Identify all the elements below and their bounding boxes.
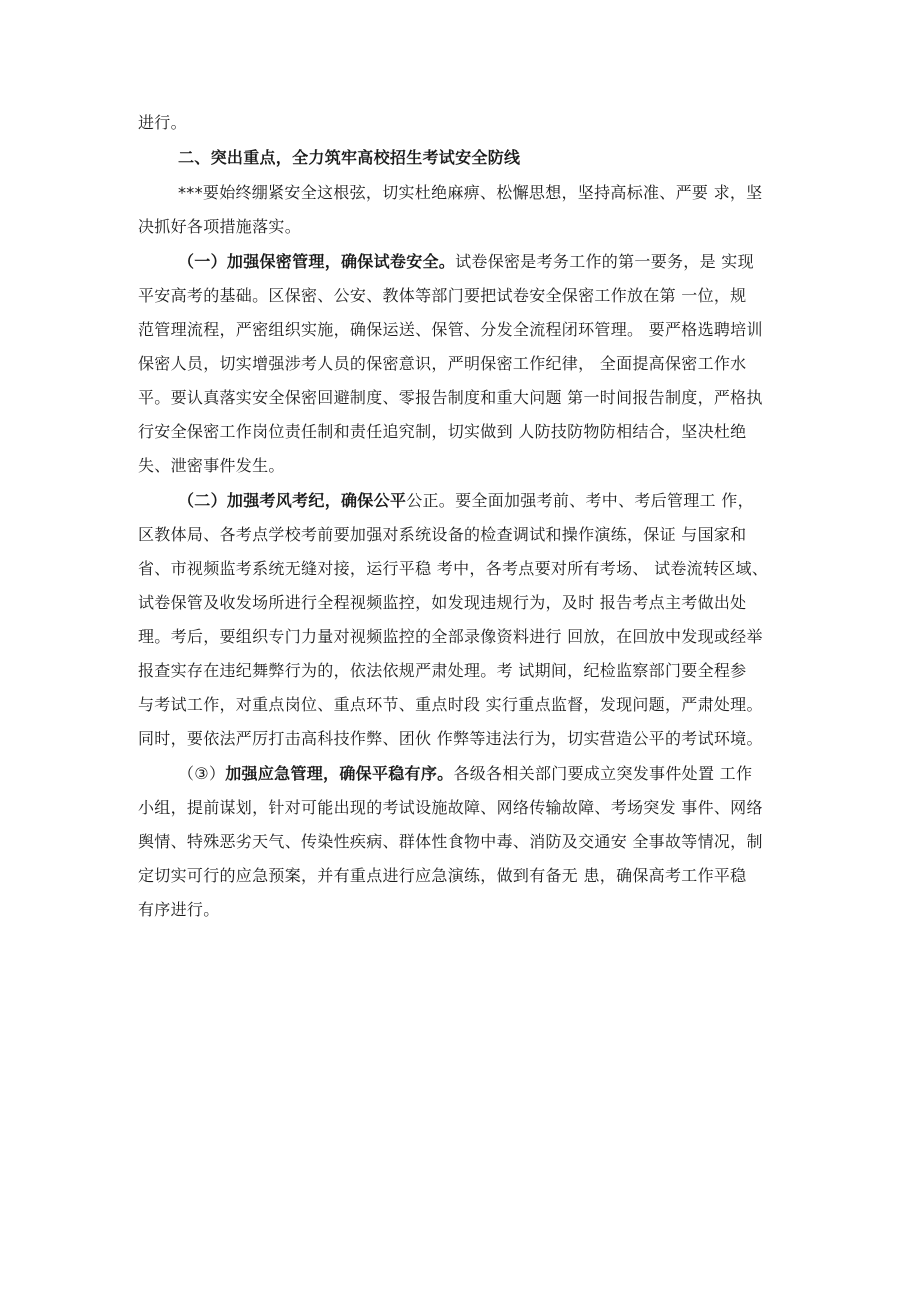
p2-first-rest: 公正。要全面加强考前、考中、考后管理工 作， <box>406 491 754 510</box>
intro-line-2: 决抓好各项措施落实。 <box>138 217 302 236</box>
p1-line: 保密人员，切实增强涉考人员的保密意识，严明保密工作纪律， 全面提高保密工作水 <box>138 354 747 373</box>
p3-first-line <box>138 763 798 785</box>
p1-title: （一）加强保密管理，确保试卷安全。 <box>178 252 456 271</box>
intro-line-1: ***要始终绷紧安全这根弦，切实杜绝麻痹、松懈思想，坚持高标准、严要 求，坚 <box>178 183 763 202</box>
p2-title: （二）加强考风考纪，确保公平 <box>178 491 407 510</box>
p2-line: 省、市视频监考系统无缝对接，运行平稳 考中，各考点要对所有考场、 试卷流转区域、 <box>138 559 769 578</box>
p2-line: 同时，要依法严厉打击高科技作弊、团伙 作弊等违法行为，切实营造公平的考试环境。 <box>138 729 763 748</box>
p3-title-prefix: （③） <box>178 764 226 783</box>
p1-line: 范管理流程，严密组织实施，确保运送、保管、分发全流程闭环管理。 要严格选聘培训 <box>138 320 763 339</box>
p1-line: 平安高考的基础。区保密、公安、教体等部门要把试卷安全保密工作放在第 一位，规 <box>138 286 747 305</box>
p2-line: 试卷保管及收发场所进行全程视频监控，如发现违规行为，及时 报告考点主考做出处 <box>138 593 747 612</box>
p2-first-line <box>138 490 798 512</box>
p2-line: 报查实存在违纪舞弊行为的，依法依规严肃处理。考 试期间，纪检监察部门要全程参 <box>138 661 747 680</box>
p1-line: 失、泄密事件发生。 <box>138 456 285 475</box>
p1-line: 行安全保密工作岗位责任制和责任追究制，切实做到 人防技防物防相结合，坚决杜绝 <box>138 422 747 441</box>
document-page <box>138 112 798 921</box>
p3-line: 舆情、特殊恶劣天气、传染性疾病、群体性食物中毒、消防及交通安 全事故等情况，制 <box>138 832 763 851</box>
p3-title: 加强应急管理，确保平稳有序。 <box>225 764 454 783</box>
section-heading: 二、突出重点，全力筑牢高校招生考试安全防线 <box>178 148 521 167</box>
p3-line: 定切实可行的应急预案，并有重点进行应急演练，做到有备无 患，确保高考工作平稳 <box>138 866 747 885</box>
p2-line: 区教体局、各考点学校考前要加强对系统设备的检查调试和操作演练，保证 与国家和 <box>138 525 747 544</box>
paragraph-tail: 进行。 <box>138 113 187 132</box>
p2-line: 理。考后，要组织专门力量对视频监控的全部录像资料进行 回放，在回放中发现或经举 <box>138 627 763 646</box>
p2-line: 与考试工作，对重点岗位、重点环节、重点时段 实行重点监督，发现问题，严肃处理。 <box>138 695 763 714</box>
p3-first-rest: 各级各相关部门要成立突发事件处置 工作 <box>453 764 753 783</box>
p3-line: 有序进行。 <box>138 900 220 919</box>
p1-first-line <box>138 251 798 273</box>
p3-line: 小组，提前谋划，针对可能出现的考试设施故障、网络传输故障、考场突发 事件、网络 <box>138 798 763 817</box>
p1-first-rest: 试卷保密是考务工作的第一要务，是 实现 <box>455 252 754 271</box>
p1-line: 平。要认真落实安全保密回避制度、零报告制度和重大问题 第一时间报告制度，严格执 <box>138 388 763 407</box>
